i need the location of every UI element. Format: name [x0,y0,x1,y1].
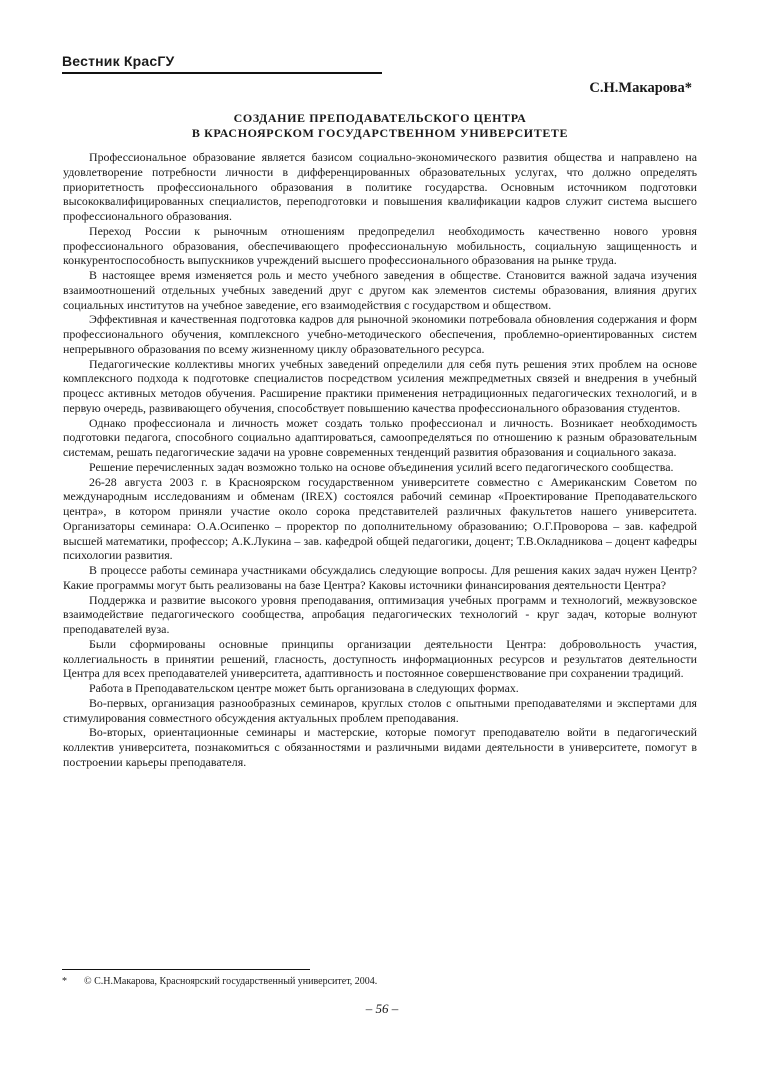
author-name: С.Н.Макарова* [589,80,692,96]
paragraph: Во-первых, организация разнообразных семинаров, круглых столов с опытными преподавателями и экспертами для стимулирования совместного обсуждения актуальных проблем преподавания. [63,695,697,725]
paragraph: Во-вторых, ориентационные семинары и мастерские, которые помогут преподавателю войти в педагогический коллектив университета, познакомиться с обязанностями и различными видами деятельности в университете, помогут в построении карьеры преподавателя. [63,725,697,769]
article-body [63,150,697,770]
footnote-text: © С.Н.Макарова, Красноярский государственный университет, 2004. [84,976,378,987]
journal-name: Вестник КрасГУ [62,53,175,69]
paragraph: В настоящее время изменяется роль и место учебного заведения в обществе. Становится важной задача изучения взаимоотношений отдельных учебных заведений друг с другом как элементов системы образования, влияния других социальных институтов на учебное заведение, его взаимодействия с государством и обществом. [63,268,697,312]
paragraph: Однако профессионала и личность может создать только профессионал и личность. Возникает необходимость подготовки педагога, способного социально адаптироваться, самоопределяться по отношению к разным образовательным системам, решать педагогические задачи на уровне современных тенденций развития образования и социального заказа. [63,415,697,459]
paragraph: Решение перечисленных задач возможно только на основе объединения усилий всего педагогического сообщества. [89,459,674,474]
paragraph: Эффективная и качественная подготовка кадров для рыночной экономики потребовала обновления содержания и форм профессионального обучения, комплексного учебно-методического обеспечения, проблемно-ориентированных систем непрерывного образования по всему жизненному циклу образовательного ресурса. [63,312,697,356]
paragraph: Были сформированы основные принципы организации деятельности Центра: добровольность участия, коллегиальность в принятии решений, гласность, доступность информационных ресурсов и результатов деятельности Центра для всех преподавателей университета, адаптивность и постоянное совершенствование при сохранении традиций. [63,636,697,681]
article-title-line-1: СОЗДАНИЕ ПРЕПОДАВАТЕЛЬСКОГО ЦЕНТРА [233,111,527,125]
footnote-marker: * [62,976,67,987]
header-rule [62,72,382,74]
paragraph: Переход России к рыночным отношениям предопределил необходимость качественно нового уровня профессионального образования, обеспечивающего профессиональную мобильность, социальную защищенность и конкурентоспособность выпускников учреждений высшего профессионального образования на рынке труда. [63,223,697,268]
paragraph: Профессиональное образование является базисом социально-экономического развития общества и направлено на удовлетворение потребности личности в дифференцированных образовательных услугах, что должно определять приоритетность профессионального образования в политике государства. Основным источником подготовки высококвалифицированных специалистов, переподготовки и повышения квалификации кадров служит система высшего профессионального образования. [63,150,697,223]
footnote [62,975,377,988]
paragraph: В процессе работы семинара участниками обсуждались следующие вопросы. Для решения каких задач нужен Центр? Какие программы могут быть реализованы на базе Центра? Каковы источники финансирования деятельности Центра? [63,563,697,592]
page-number: – 56 – [365,1001,399,1016]
article-title-line-2: В КРАСНОЯРСКОМ ГОСУДАРСТВЕННОМ УНИВЕРСИТЕТЕ [191,126,569,140]
paragraph: Педагогические коллективы многих учебных заведений определили для себя путь решения этих проблем на основе комплексного подхода к подготовке специалистов посредством усиления межпредметных связей и внедрения в учебный процесс активных методов обучения. Расширение практики применения нетрадиционных педагогических технологий, и в первую очередь, развивающего обучения, способствует повышению качества профессионального образования студентов. [63,356,697,415]
footnote-rule [62,969,310,970]
paragraph: Работа в Преподавательском центре может быть организована в следующих формах. [89,681,519,695]
paragraph: Поддержка и развитие высокого уровня преподавания, оптимизация учебных программ и технологий, межвузовское взаимодействие педагогического сообщества, апробация педагогических технологий - круг задач, которые волнуют преподавателей вуза. [63,592,697,636]
paragraph: 26-28 августа 2003 г. в Красноярском государственном университете совместно с Американским Советом по международным исследованиям и обменам (IREX) состоялся рабочий семинар «Проектирование Преподавательского центра», в котором приняли участие около сорока представителей различных факультетов нашего университета. Организаторы семинара: О.А.Осипенко – проректор по дополнительному образованию; О.Г.Проворова – зав. кафедрой высшей математики, профессор; А.К.Лукина – зав. кафедрой общей педагогики, доцент; Т.В.Окладникова – доцент кафедры психологии развития. [63,474,697,563]
